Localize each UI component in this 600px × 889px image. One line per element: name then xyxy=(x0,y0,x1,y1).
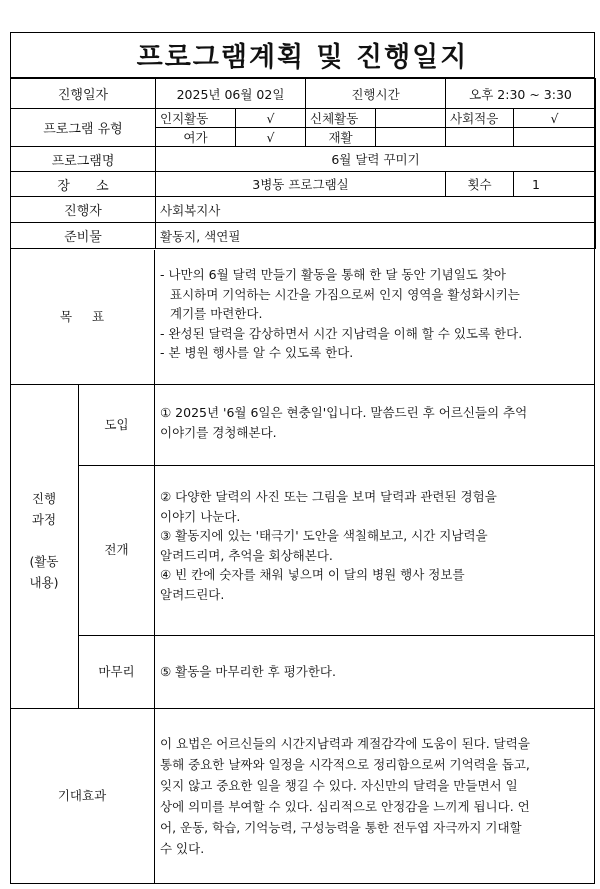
count-value: 1 xyxy=(514,172,596,197)
closing-text xyxy=(160,662,590,682)
type-check xyxy=(376,109,446,128)
type-check xyxy=(376,128,446,147)
type-check: √ xyxy=(236,109,306,128)
rule-development-bottom xyxy=(78,635,595,636)
type-check xyxy=(514,128,596,147)
goal-line: - 본 병원 행사를 알 수 있도록 한다. xyxy=(160,345,354,360)
document-title: 프로그램계획 및 진행일지 xyxy=(10,32,595,78)
closing-line: ⑤ 활동을 마무리한 후 평가한다. xyxy=(160,664,336,679)
process-label-line: 과정 xyxy=(31,512,57,527)
header-table xyxy=(10,78,596,249)
program-name-label: 프로그램명 xyxy=(11,147,156,172)
goal-label: 목 표 xyxy=(59,309,105,325)
effect-line: 잊지 않고 중요한 일을 챙길 수 있다. 자신만의 달력을 만들면서 일 xyxy=(160,778,518,793)
effect-line: 상에 의미를 부여할 수 있다. 심리적으로 안정감을 느끼게 됩니다. 언 xyxy=(160,799,530,814)
goal-line: - 나만의 6월 달력 만들기 활동을 통해 한 달 동안 기념일도 찾아 xyxy=(160,267,506,282)
effect-label: 기대효과 xyxy=(57,788,107,804)
program-name-value: 6월 달력 꾸미기 xyxy=(156,147,596,172)
goal-line: - 완성된 달력을 감상하면서 시간 지남력을 이해 할 수 있도록 한다. xyxy=(160,325,523,341)
type-name: 인지활동 xyxy=(156,109,236,128)
type-name xyxy=(446,128,514,147)
rule-label-column xyxy=(154,250,155,884)
effect-line: 이 요법은 어르신들의 시간지남력과 계절감각에 도움이 된다. 달력을 xyxy=(160,736,530,751)
development-line: ③ 활동지에 있는 '태극기' 도안을 색칠해보고, 시간 지남력을 xyxy=(160,528,488,543)
type-name: 여가 xyxy=(156,128,236,147)
program-type-label: 프로그램 유형 xyxy=(11,109,156,147)
count-label: 횟수 xyxy=(446,172,514,197)
goal-line: 표시하며 기억하는 시간을 가짐으로써 인지 영역을 활성화시키는 xyxy=(170,286,520,302)
process-label-line: (활동 xyxy=(29,554,59,569)
intro-label: 도입 xyxy=(104,416,129,432)
process-label-line: 진행 xyxy=(31,491,57,506)
leader-value: 사회복지사 xyxy=(156,197,596,223)
closing-label: 마무리 xyxy=(98,663,135,679)
goal-text xyxy=(160,265,590,363)
effect-text xyxy=(160,733,590,859)
type-name: 사회적응 xyxy=(446,109,514,128)
intro-line: 이야기를 경청해본다. xyxy=(160,424,277,440)
leader-label: 진행자 xyxy=(11,197,156,223)
type-check: √ xyxy=(236,128,306,147)
place-label: 장 소 xyxy=(11,172,156,197)
development-label: 전개 xyxy=(104,542,129,558)
process-label-line: 내용) xyxy=(29,575,59,590)
process-label xyxy=(10,488,78,593)
development-line: 알려드리며, 추억을 회상해본다. xyxy=(160,547,333,563)
date-value: 2025년 06월 02일 xyxy=(156,79,306,109)
intro-text xyxy=(160,403,590,442)
development-line: ④ 빈 칸에 숫자를 채워 넣으며 이 달의 병원 행사 정보를 xyxy=(160,567,465,582)
development-line: ② 다양한 달력의 사진 또는 그림을 보며 달력과 관련된 경험을 xyxy=(160,489,497,504)
type-check: √ xyxy=(514,109,596,128)
effect-line: 어, 운동, 학습, 기억능력, 구성능력을 통한 전두엽 자극까지 기대할 xyxy=(160,820,522,835)
development-line: 이야기 나눈다. xyxy=(160,508,241,524)
type-name: 재활 xyxy=(306,128,376,147)
development-text xyxy=(160,487,590,604)
intro-line: ① 2025년 '6월 6일은 현충일'입니다. 말씀드린 후 어르신들의 추억 xyxy=(160,405,528,420)
place-value: 3병동 프로그램실 xyxy=(156,172,446,197)
effect-line: 수 있다. xyxy=(160,841,205,856)
supplies-value: 활동지, 색연필 xyxy=(156,223,596,249)
type-name: 신체활동 xyxy=(306,109,376,128)
goal-line: 계기를 마련한다. xyxy=(170,306,263,321)
time-label: 진행시간 xyxy=(306,79,446,109)
time-value: 오후 2:30 ~ 3:30 xyxy=(446,79,596,109)
development-line: 알려드린다. xyxy=(160,586,225,602)
effect-line: 통해 중요한 날짜와 일정을 시각적으로 정리함으로써 기억력을 돕고, xyxy=(160,757,530,772)
date-label: 진행일자 xyxy=(11,79,156,109)
rule-intro-bottom xyxy=(78,465,595,466)
supplies-label: 준비물 xyxy=(11,223,156,249)
process-label-line xyxy=(10,530,78,551)
